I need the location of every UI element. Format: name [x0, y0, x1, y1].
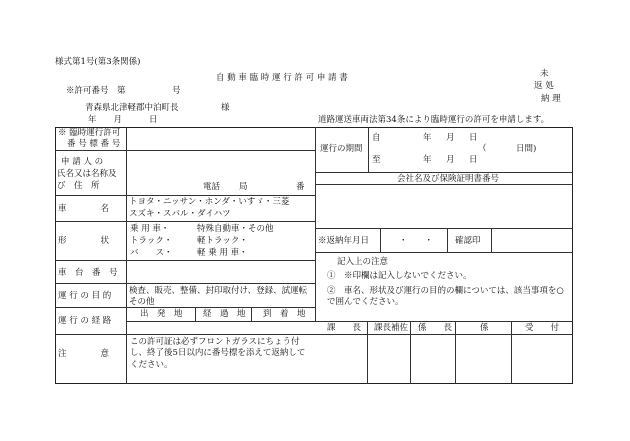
filling-notes-title: 記入上の注意 [337, 257, 389, 267]
form-number: 様式第1号(第3条関係) [55, 57, 141, 67]
shape-truck: トラック・ [130, 236, 173, 246]
shape-bus: バ ス・ [130, 248, 173, 258]
approval-subsection-chief: 係 長 [418, 323, 453, 333]
return-date-separators: ・ ・ [399, 236, 434, 246]
period-to-year: 年 [423, 155, 432, 165]
period-days-close: 日間) [516, 144, 537, 154]
approval-deputy-chief: 課長補佐 [374, 323, 409, 333]
phone-exchange: 局 [239, 182, 248, 192]
filling-note-2: ② 車名、形状及び運行の目的の欄については、該当事項を○で囲んでください。 [327, 286, 564, 308]
period-to: 至 [372, 155, 381, 165]
approval-section-chief: 課 長 [327, 323, 362, 333]
application-date-ym: 年 月 [88, 115, 123, 125]
applicant-label-line1: 申 請 人 の [61, 157, 104, 167]
permit-number-prefix: ※許可番号 第 [66, 86, 126, 96]
applicant-label-line2: 氏名又は名称及 [57, 169, 117, 179]
notes-text: この許可証は必ずフロントガラスにちょう付し、終了後5日以内に番号標を添えて返納してください。 [130, 337, 306, 370]
shape-light-passenger: 軽 乗 用 車・ [197, 248, 248, 258]
approval-reception: 受 付 [525, 323, 560, 333]
application-statement: 道路運送車両法第34条により臨時運行の許可を申請します。 [318, 115, 550, 125]
period-to-day: 日 [469, 155, 478, 165]
car-name-label: 車 名 [58, 204, 110, 214]
filling-note-1: ① ※印欄は記入しないでください。 [327, 271, 472, 281]
left-label-divider [126, 127, 127, 384]
period-label: 運行の期間 [320, 144, 363, 154]
route-label: 運 行 の 経 路 [58, 316, 112, 326]
period-from-day: 日 [469, 133, 478, 143]
route-departure: 出 発 地 [140, 309, 183, 319]
chassis-number-label: 車 台 番 号 [58, 268, 118, 278]
car-name-options-line1: トヨタ・ニッサン・ホンダ・いすゞ・三菱 [129, 197, 290, 207]
plate-number-label-line2: 番 号 標 番 号 [67, 139, 121, 149]
applicant-label-line3: び 住 所 [57, 181, 100, 191]
form-title: 自 動 車 臨 時 運 行 許 可 申 請 書 [216, 73, 348, 83]
route-via: 経 過 地 [203, 309, 246, 319]
application-date-d: 日 [149, 115, 158, 125]
notes-label: 注 意 [58, 349, 110, 359]
purpose-label: 運 行 の 目 的 [58, 291, 112, 301]
phone-number: 番 [296, 182, 305, 192]
period-from-year: 年 [423, 133, 432, 143]
car-name-options-line2: スズキ・スバル・ダイハツ [129, 209, 231, 219]
return-date-label: ※返納年月日 [318, 236, 370, 246]
shape-light-truck: 軽トラック・ [197, 236, 248, 246]
period-days-open: （ [478, 144, 487, 154]
period-to-month: 月 [446, 155, 455, 165]
shape-label: 形 状 [58, 236, 110, 246]
insurer-label: 会社名及び保険証明書番号 [397, 174, 500, 184]
status-unreturned: 未 [540, 69, 549, 79]
shape-passenger-car: 乗 用 車・ [130, 224, 170, 234]
addressee: 青森県北津軽郡中泊町長 [85, 103, 179, 113]
route-arrival: 到 着 地 [263, 309, 306, 319]
phone-label: 電話 [203, 182, 221, 192]
approval-staff: 係 [480, 323, 489, 333]
period-from: 自 [372, 133, 381, 143]
plate-number-label-line1: ※ 臨時運行許可 [58, 128, 121, 138]
status-processed: 納 理 [541, 94, 561, 104]
permit-number-suffix: 号 [172, 86, 181, 96]
left-right-divider [315, 127, 316, 321]
status-return: 返 処 [534, 81, 554, 91]
purpose-options: 検査、販売、整備、封印取付け、登録、試運転その他 [129, 286, 308, 308]
period-from-month: 月 [446, 133, 455, 143]
confirm-seal-label: 確認印 [455, 236, 481, 246]
shape-special-vehicle: 特殊自動車・その他 [197, 224, 274, 234]
addressee-suffix: 様 [221, 103, 230, 113]
